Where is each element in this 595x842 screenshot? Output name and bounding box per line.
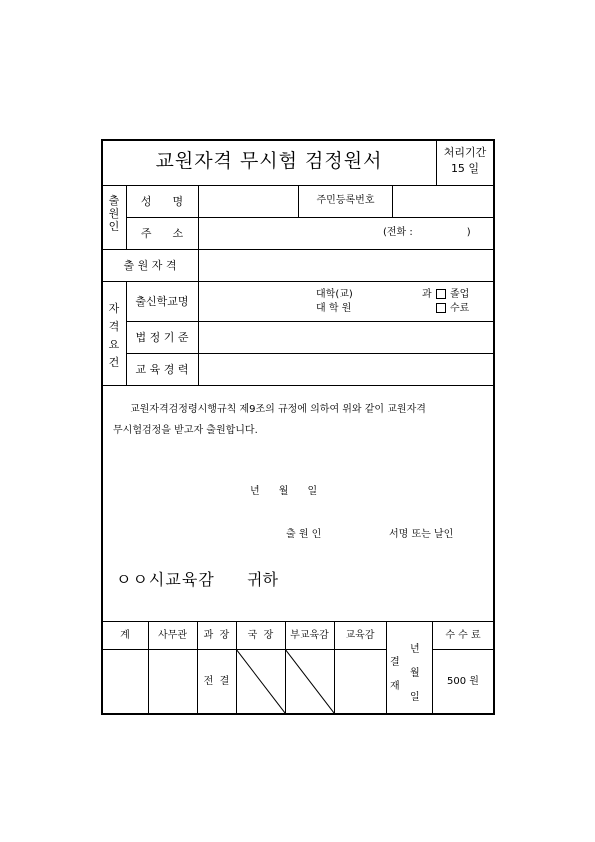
col-date-year: 년: [410, 644, 420, 655]
dept-suffix: 과: [422, 289, 432, 300]
career-label: 교 육 경 력: [135, 363, 189, 376]
grad-line: 대 학 원: [316, 303, 352, 314]
addressee-name: ㅇㅇ시교육감: [116, 570, 215, 589]
signer-sign: 서명 또는 날인: [389, 529, 454, 540]
decided-label: 전 결: [203, 676, 230, 687]
form-title: 교원자격 무시험 검정원서: [155, 150, 383, 172]
name-label: 성 명: [140, 195, 184, 208]
qualification-label: 출 원 자 격: [123, 259, 177, 272]
career-field[interactable]: [200, 355, 492, 384]
col-director: 국 장: [247, 630, 274, 641]
graduated-label: 졸업: [450, 289, 470, 300]
requirements-group-label: 자격요건: [108, 302, 120, 369]
completed-label: 수료: [450, 303, 470, 314]
address-field[interactable]: [200, 219, 380, 248]
qualification-field[interactable]: [200, 251, 492, 280]
graduated-checkbox[interactable]: [436, 289, 446, 299]
applicant-group-label: 출원인: [108, 194, 120, 233]
body-text-line2: 무시험검정을 받고자 출원합니다.: [113, 425, 258, 436]
director-strike: [236, 649, 285, 713]
univ-line: 대학(교): [316, 289, 353, 300]
phone-label: (전화 : ): [383, 227, 471, 238]
processing-period-value: 15 일: [450, 162, 480, 175]
legal-standard-field[interactable]: [200, 323, 492, 352]
body-text-line1: 교원자격검정령시행규칙 제9조의 규정에 의하여 위와 같이 교원자격: [130, 404, 426, 415]
form-border-bottom: [101, 713, 495, 715]
fee-value: 500 원: [447, 676, 479, 687]
form-border-right: [493, 139, 495, 715]
col-decision-b: 재: [390, 681, 400, 692]
name-field[interactable]: [200, 187, 297, 216]
completed-checkbox[interactable]: [436, 303, 446, 313]
col-date-month: 월: [410, 668, 420, 679]
col-fee: 수 수 료: [445, 630, 481, 641]
rrn-label: 주민등록번호: [316, 195, 375, 206]
rrn-field[interactable]: [394, 187, 492, 216]
date-line: 년 월 일: [250, 486, 318, 497]
col-total: 계: [120, 630, 130, 641]
addressee-honorific: 귀하: [247, 570, 278, 589]
address-label: 주 소: [140, 227, 184, 240]
col-decision-a: 결: [390, 657, 400, 668]
school-label: 출신학교명: [135, 295, 189, 308]
col-date-day: 일: [410, 692, 420, 703]
col-vice: 부교육감: [290, 630, 329, 641]
col-clerk: 사무관: [158, 630, 187, 641]
col-super: 교육감: [345, 630, 375, 641]
col-section: 과 장: [203, 630, 230, 641]
processing-period-label: 처리기간: [443, 146, 487, 159]
signer-label: 출 원 인: [286, 529, 322, 540]
legal-standard-label: 법 정 기 준: [135, 331, 189, 344]
vice-strike: [285, 649, 334, 713]
form-border-left: [101, 139, 103, 715]
